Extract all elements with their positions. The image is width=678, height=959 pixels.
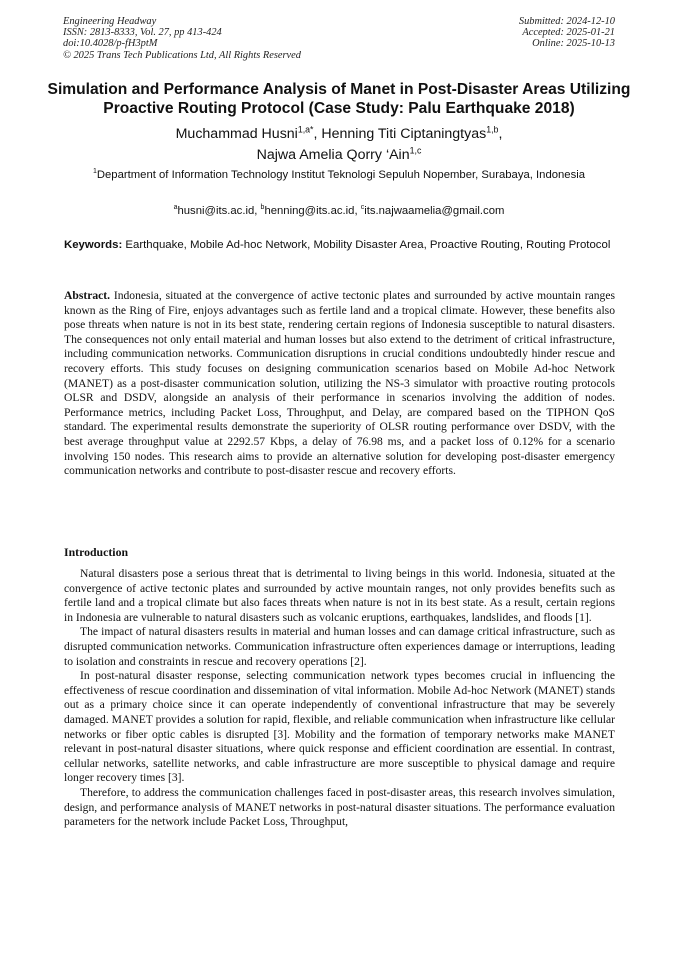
author <box>257 147 422 163</box>
abstract <box>64 289 615 479</box>
email-address[interactable]: henning@its.ac.id <box>264 205 355 217</box>
journal-name: Engineering Headway <box>63 16 157 27</box>
author-separator: , <box>498 126 503 142</box>
affiliation <box>40 168 638 183</box>
publication-dates <box>519 16 615 50</box>
email-separator: , <box>254 205 261 217</box>
author <box>321 126 502 142</box>
author-separator: , <box>313 126 322 142</box>
email-address[interactable]: husni@its.ac.id <box>177 205 255 217</box>
author-affil-sup: 1,a* <box>297 124 314 135</box>
author-list <box>40 124 638 166</box>
author-name: Najwa Amelia Qorry ‘Ain <box>256 147 410 163</box>
author-name: Henning Titi Ciptaningtyas <box>321 126 487 142</box>
email-separator: , <box>354 205 361 217</box>
journal-doi: doi:10.4028/p-fH3ptM <box>63 38 158 50</box>
email-address[interactable]: its.najwaamelia@gmail.com <box>364 205 505 217</box>
introduction-body <box>64 567 615 830</box>
keywords-label: Keywords: <box>64 239 123 251</box>
abstract-text: Indonesia, situated at the convergence of active tectonic plates and surrounded by active mountain ranges known as the Ring of Fire, enjoys advantages such as fertile land and a tropical climate. However, these benefits also pose threats when nature is not in its best state, rendering certain regions of Indonesia susceptible to natural disasters. The consequences not only entail material and human losses but also extend to the detriment of critical infrastructure, including communication networks. Communication disruptions in crucial conditions undoubtedly hinder rescue and recovery efforts. This study focuses on designing communication scenarios based on Mobile Ad-hoc Network (MANET) as a post-disaster communication solution, utilizing the NS-3 simulator with proactive routing protocols OLSR and DSDV, alongside an analysis of their performance in scenarios involving the addition of nodes. Performance metrics, including Packet Loss, Throughput, and Delay, are compared based on the TIPHON QoS standard. The experimental results demonstrate the superiority of OLSR routing performance over DSDV, with the best average throughput value at 2292.57 Kbps, a delay of 76.98 ms, and a packet loss of 0.12% for a scenario involving 150 nodes. This research aims to provide an alternative solution for developing post-disaster emergency communication networks and contribute to post-disaster rescue and recovery efforts. <box>64 289 615 478</box>
abstract-label: Abstract. <box>64 289 111 302</box>
journal-copyright: © 2025 Trans Tech Publications Ltd, All Rights Reserved <box>63 49 301 61</box>
email-sup: a <box>173 204 178 212</box>
paragraph: Natural disasters pose a serious threat that is detrimental to living beings in this world. Indonesia, situated at the convergence of active tectonic plates and surrounded by active mountain ranges, not only provides benefits such as fertile land and a tropical climate but also faces threats when nature is not in its best state. As a result, certain regions in Indonesia are vulnerable to natural disasters such as volcanic eruptions, earthquakes, landslides, and floods [1]. <box>64 567 615 624</box>
keywords <box>64 238 615 252</box>
paragraph: The impact of natural disasters results in material and human losses and can damage critical infrastructure, such as disrupted communication networks. Communication infrastructure often experiences damage or interruptions, leading to isolation and constraints in rescue and recovery operations [2]. <box>64 625 615 668</box>
keywords-text: Earthquake, Mobile Ad-hoc Network, Mobility Disaster Area, Proactive Routing, Routing Protocol <box>125 239 611 251</box>
accepted-date: Accepted: 2025-01-21 <box>522 27 615 39</box>
journal-issn: ISSN: 2813-8333, Vol. 27, pp 413-424 <box>63 27 222 39</box>
email-sup: c <box>360 204 365 212</box>
author-name: Muchammad Husni <box>175 126 298 142</box>
author <box>176 126 322 142</box>
author-affil-sup: 1,c <box>409 145 422 156</box>
paragraph: Therefore, to address the communication challenges faced in post-disaster areas, this research involves simulation, design, and performance analysis of MANET networks in post-natural disaster situations. The performance evaluation parameters for the network include Packet Loss, Throughput, <box>64 785 615 829</box>
email-sup: b <box>260 204 265 212</box>
section-heading-introduction: Introduction <box>64 545 129 559</box>
author-affil-sup: 1,b <box>486 124 499 135</box>
journal-info <box>63 16 301 61</box>
email-list <box>40 204 638 218</box>
paragraph: In post-natural disaster response, selecting communication network types becomes crucial in influencing the effectiveness of rescue coordination and dissemination of vital information. Mobile Ad-hoc Network (MANET) stands out as a primary choice since it can operate independently of conventional infrastructure that may be severely damaged. MANET provides a solution for rapid, flexible, and reliable communication when infrastructure like cellular networks or fiber optic cables is disrupted [3]. Mobility and the formation of temporary networks make MANET relevant in post-natural disaster situations, where quick response and efficient coordination are essential. In contrast, cellular networks, satellite networks, and cable infrastructure are more susceptible to physical damage and require longer recovery times [3]. <box>64 669 615 785</box>
affiliation-sup: 1 <box>92 168 97 176</box>
affiliation-text: Department of Information Technology Institut Teknologi Sepuluh Nopember, Surabaya, Indonesia <box>96 169 586 181</box>
submitted-date: Submitted: 2024-12-10 <box>518 16 615 27</box>
online-date: Online: 2025-10-13 <box>532 38 615 50</box>
paper-title: Simulation and Performance Analysis of Manet in Post-Disaster Areas Utilizing Proactive Routing Protocol (Case Study: Palu Earthquake 2018) <box>47 81 631 117</box>
